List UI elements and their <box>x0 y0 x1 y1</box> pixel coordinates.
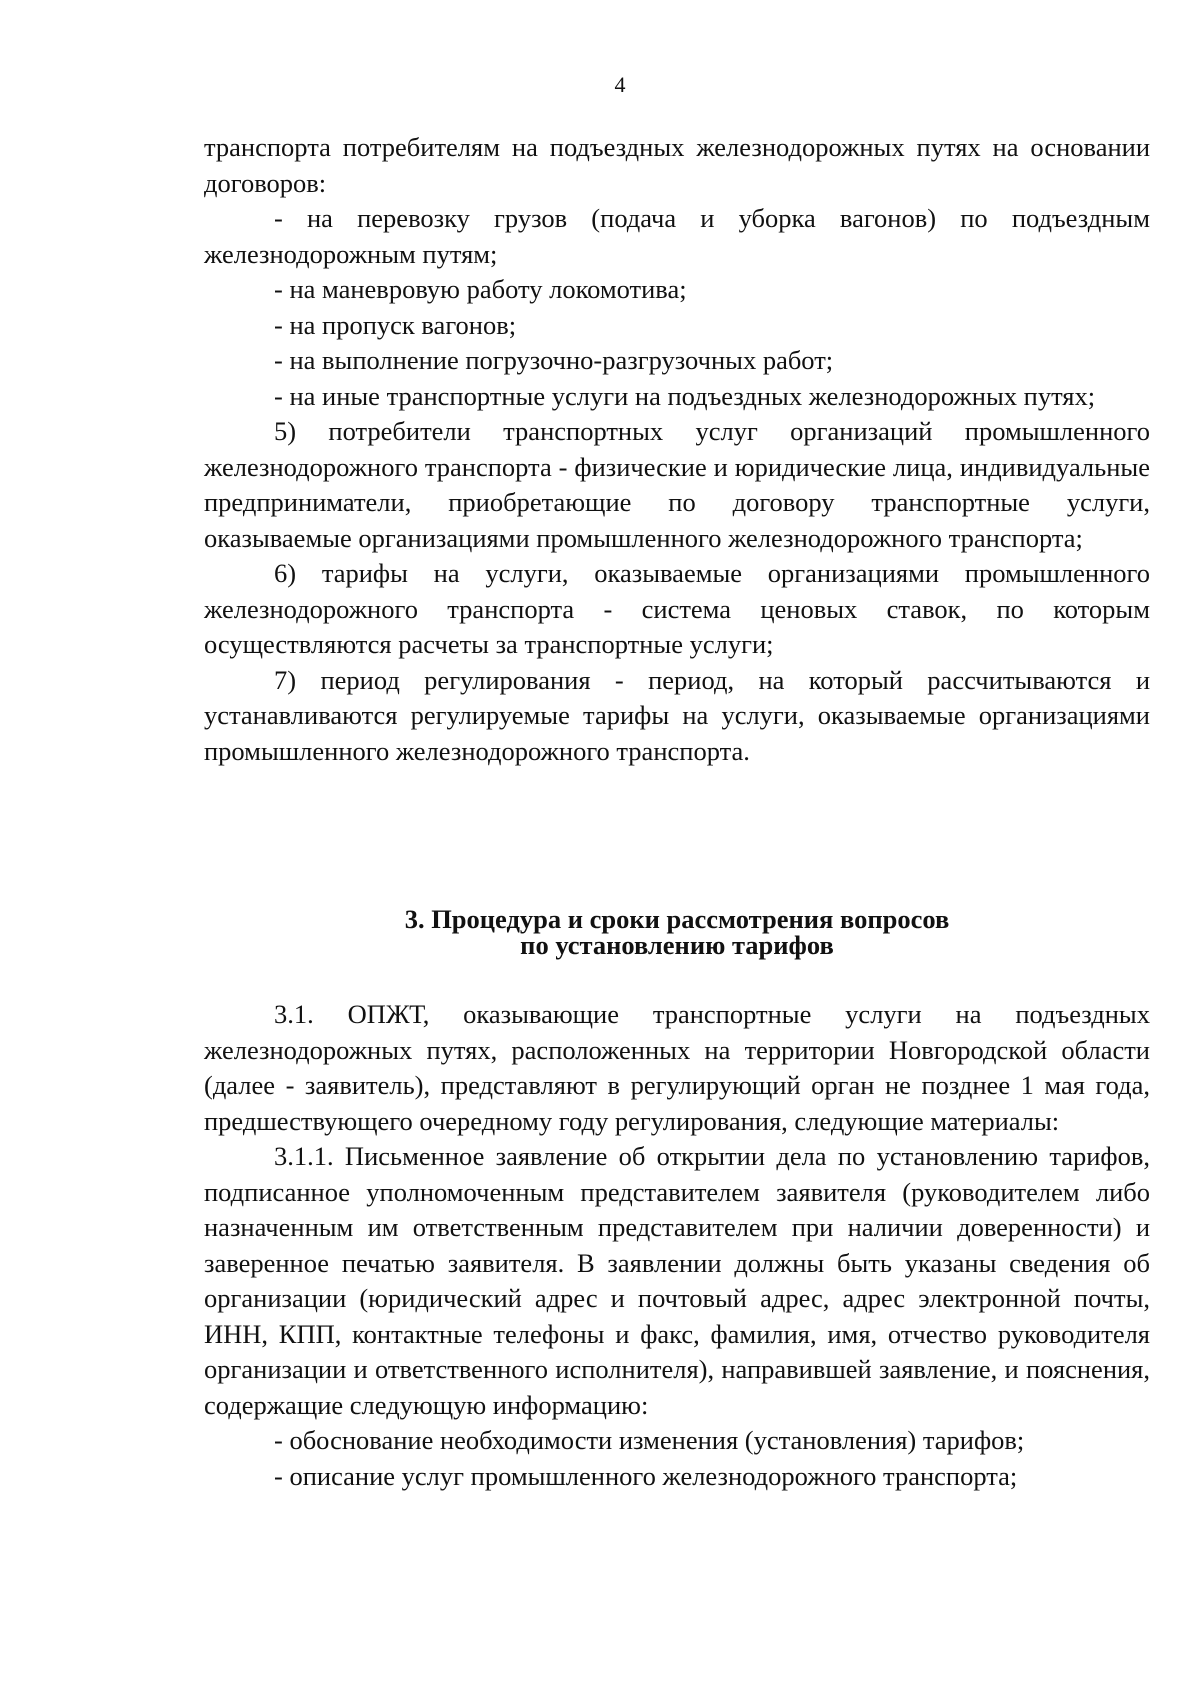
definition-5: 5) потребители транспортных услуг организаций промышленного железнодорожного транспорта - физические и юридические лица, индивидуальные предприниматели, приобретающие по договору транспортные услуги, оказываемые организациями промышленного железнодорожного транспорта; <box>204 416 1150 553</box>
section-title <box>204 906 1150 958</box>
list-item-loading: - на выполнение погрузочно-разгрузочных работ; <box>274 345 834 375</box>
list-item-service-description: - описание услуг промышленного железнодорожного транспорта; <box>274 1460 1018 1491</box>
clause-3-1: 3.1. ОПЖТ, оказывающие транспортные услуги на подъездных железнодорожных путях, расположенных на территории Новгородской области (далее - заявитель), представляют в регулирующий орган не позднее 1 мая года, предшествующего очередному году регулирования, следующие материалы: <box>204 999 1150 1136</box>
definition-6: 6) тарифы на услуги, оказываемые организациями промышленного железнодорожного транспорта - система ценовых ставок, по которым осуществляются расчеты за транспортные услуги; <box>204 558 1150 659</box>
paragraph-continuation: транспорта потребителям на подъездных железнодорожных путях на основании договоров: <box>204 132 1150 198</box>
section-title-line-1: 3. Процедура и сроки рассмотрения вопросов <box>404 904 950 934</box>
section-title-line-2: по установлению тарифов <box>520 930 834 960</box>
clause-3-1-1: 3.1.1. Письменное заявление об открытии дела по установлению тарифов, подписанное уполномоченным представителем заявителя (руководителем либо назначенным им ответственным представителем при наличии доверенности) и заверенное печатью заявителя. В заявлении должны быть указаны сведения об организации (юридический адрес и почтовый адрес, адрес электронной почты, ИНН, КПП, контактные телефоны и факс, фамилия, имя, отчество руководителя организации и ответственного исполнителя), направившей заявление, и пояснения, содержащие следующую информацию: <box>204 1141 1150 1420</box>
list-item-other-services: - на иные транспортные услуги на подъездных железнодорожных путях; <box>274 380 1096 411</box>
list-item-freight: - на перевозку грузов (подача и уборка вагонов) по подъездным железнодорожным путям; <box>204 203 1150 269</box>
list-item-shunting: - на маневровую работу локомотива; <box>274 274 687 304</box>
list-item-justification: - обоснование необходимости изменения (установления) тарифов; <box>274 1425 1025 1455</box>
definitions-block <box>204 130 1150 769</box>
page-number: 4 <box>614 72 626 97</box>
definition-7: 7) период регулирования - период, на который рассчитываются и устанавливаются регулируемые тарифы на услуги, оказываемые организациями промышленного железнодорожного транспорта. <box>204 664 1150 766</box>
procedure-block <box>204 997 1150 1494</box>
list-item-wagon-pass: - на пропуск вагонов; <box>274 309 517 340</box>
